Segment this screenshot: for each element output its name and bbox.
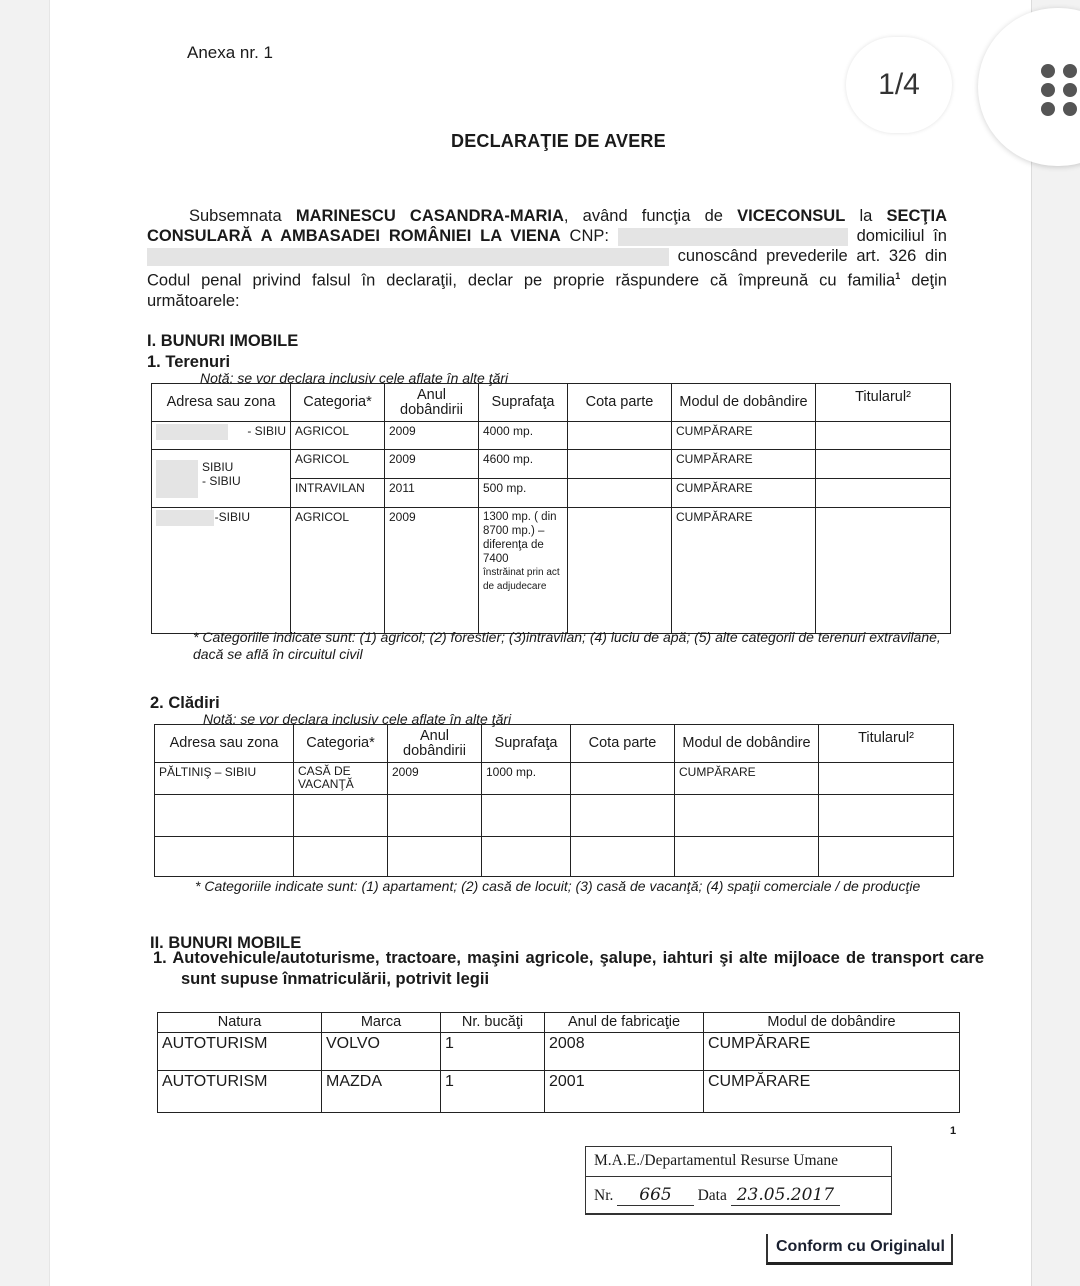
cell-adresa <box>155 837 294 877</box>
redacted-cnp <box>618 228 848 246</box>
table-row <box>158 1071 960 1113</box>
vehicles-heading: 1. Autovehicule/autoturisme, tractoare, maşini agricole, şalupe, iahturi şi alte mijloace de transport care sunt supuse înmatriculării, potrivit legii <box>153 949 984 988</box>
col-titular: Titularul² <box>816 384 951 422</box>
cell-anul: 2009 <box>385 450 479 479</box>
table-row <box>155 837 954 877</box>
cell-marca: MAZDA <box>322 1071 441 1113</box>
stamp-nr-value: 665 <box>617 1185 693 1206</box>
table-row <box>155 763 954 795</box>
table-row <box>152 450 951 479</box>
stamp-date-label: Data <box>697 1187 727 1204</box>
registration-stamp <box>585 1146 892 1215</box>
col-titular: Titularul² <box>819 725 954 763</box>
terenuri-heading: 1. Terenuri <box>147 353 231 371</box>
cell-categoria: CASĂ DE VACANŢĂ <box>294 763 388 795</box>
cell-modul: CUMPĂRARE <box>704 1033 960 1071</box>
redacted <box>156 460 198 498</box>
cell-titular <box>816 450 951 479</box>
col-anul: Anul de fabricaţie <box>545 1013 704 1033</box>
cell-anul: 2009 <box>388 763 482 795</box>
page-indicator <box>846 37 952 133</box>
cell-modul <box>675 837 819 877</box>
table-row <box>152 508 951 634</box>
stamp-nr-label: Nr. <box>594 1187 614 1204</box>
cell-suprafata: 500 mp. <box>479 479 568 508</box>
cell-suprafata: 4600 mp. <box>479 450 568 479</box>
cell-cota <box>568 422 672 450</box>
table-header-row <box>152 384 951 422</box>
cell-suprafata <box>479 508 568 634</box>
intro-text: Subsemnata <box>189 207 296 225</box>
intro-paragraph <box>147 206 947 311</box>
cell-cota <box>568 450 672 479</box>
grid-dots-icon <box>1041 64 1077 116</box>
table-row <box>155 795 954 837</box>
intro-text: deţin următoarele: <box>147 271 947 310</box>
cell-cota <box>571 763 675 795</box>
col-categoria: Categoria* <box>294 725 388 763</box>
cell-suprafata <box>482 837 571 877</box>
col-natura: Natura <box>158 1013 322 1033</box>
cell-anul: 2011 <box>385 479 479 508</box>
col-nr: Nr. bucăţi <box>441 1013 545 1033</box>
redacted <box>156 424 228 440</box>
table-row <box>158 1033 960 1071</box>
cell-suprafata: 4000 mp. <box>479 422 568 450</box>
terenuri-table <box>151 383 951 634</box>
table-row <box>152 422 951 450</box>
adresa-text: - SIBIU <box>247 424 286 438</box>
cell-categoria <box>294 795 388 837</box>
col-adresa: Adresa sau zona <box>152 384 291 422</box>
cell-categoria <box>294 837 388 877</box>
cell-categoria: AGRICOL <box>291 422 385 450</box>
cell-titular <box>816 479 951 508</box>
cell-marca: VOLVO <box>322 1033 441 1071</box>
redacted-address-cont <box>259 248 669 266</box>
intro-text: la <box>845 207 887 225</box>
cell-modul: CUMPĂRARE <box>672 508 816 634</box>
cell-modul: CUMPĂRARE <box>672 479 816 508</box>
cell-suprafata <box>482 795 571 837</box>
institution: SECŢIA CONSULARĂ A AMBASADEI ROMÂNIEI LA VIENA <box>147 207 947 245</box>
terenuri-note: Notă: se vor declara inclusiv cele aflate în alte ţări <box>200 370 509 386</box>
cell-anul <box>388 837 482 877</box>
cell-nr: 1 <box>441 1033 545 1071</box>
suprafata-text: 1300 mp. ( din 8700 mp.) – diferenţa de 7400 <box>483 511 557 565</box>
cell-anul: 2009 <box>385 508 479 634</box>
cell-cota <box>568 479 672 508</box>
cell-cota <box>571 795 675 837</box>
cell-modul: CUMPĂRARE <box>704 1071 960 1113</box>
col-cota: Cota parte <box>568 384 672 422</box>
cell-adresa: PĂLTINIŞ – SIBIU <box>155 763 294 795</box>
cladiri-table <box>154 724 954 877</box>
cell-natura: AUTOTURISM <box>158 1071 322 1113</box>
suprafata-note: înstrăinat prin act de adjudecare <box>483 567 560 592</box>
cladiri-heading: 2. Clădiri <box>150 694 220 712</box>
cell-anul: 2009 <box>385 422 479 450</box>
cell-categoria: INTRAVILAN <box>291 479 385 508</box>
cladiri-note: Notă: se vor declara inclusiv cele aflate în alte ţări <box>203 711 512 727</box>
col-anul: Anul dobândirii <box>388 725 482 763</box>
cell-nr: 1 <box>441 1071 545 1113</box>
cell-titular <box>816 422 951 450</box>
col-cota: Cota parte <box>571 725 675 763</box>
col-modul: Modul de dobândire <box>704 1013 960 1033</box>
vehicles-table <box>157 1012 960 1113</box>
intro-text: , având funcţia de <box>563 207 738 225</box>
cell-titular <box>819 763 954 795</box>
stamp-registration <box>586 1177 891 1213</box>
cell-adresa <box>152 450 291 508</box>
col-anul: Anul dobândirii <box>385 384 479 422</box>
cell-adresa <box>152 422 291 450</box>
redacted-address <box>147 248 259 266</box>
cell-modul <box>675 795 819 837</box>
cell-suprafata: 1000 mp. <box>482 763 571 795</box>
cell-categoria: AGRICOL <box>291 450 385 479</box>
stamp-date-value: 23.05.2017 <box>731 1185 840 1206</box>
col-modul: Modul de dobândire <box>672 384 816 422</box>
table-header-row <box>158 1013 960 1033</box>
terenuri-footnote: * Categoriile indicate sunt: (1) agricol; (2) forestier; (3)intravilan; (4) luciu de apă; (5) alte categorii de terenuri extravilane, dacă se află în circuitul civil <box>193 629 941 662</box>
annex-label: Anexa nr. 1 <box>187 43 274 62</box>
cell-cota <box>571 837 675 877</box>
cell-anul: 2001 <box>545 1071 704 1113</box>
col-marca: Marca <box>322 1013 441 1033</box>
section-mobile-heading: II. BUNURI MOBILE <box>150 934 302 952</box>
col-categoria: Categoria* <box>291 384 385 422</box>
conform-stamp: Conform cu Originalul <box>766 1234 953 1265</box>
adresa-text: -SIBIU <box>214 510 250 524</box>
cell-anul: 2008 <box>545 1033 704 1071</box>
adresa-text: SIBIU <box>202 459 234 474</box>
cladiri-footnote: * Categoriile indicate sunt: (1) apartament; (2) casă de locuit; (3) casă de vacanţă; (4) spaţii comerciale / de producţie <box>195 878 921 894</box>
table-header-row <box>155 725 954 763</box>
function: VICECONSUL <box>737 207 846 225</box>
cell-modul: CUMPĂRARE <box>672 422 816 450</box>
cell-anul <box>388 795 482 837</box>
footnote-ref: 1 <box>895 271 901 281</box>
cell-titular <box>816 508 951 634</box>
adresa-text: - SIBIU <box>202 473 241 488</box>
cell-modul: CUMPĂRARE <box>672 450 816 479</box>
redacted <box>156 510 214 526</box>
document-title: DECLARAŢIE DE AVERE <box>451 131 666 151</box>
cell-titular <box>819 837 954 877</box>
cell-categoria: AGRICOL <box>291 508 385 634</box>
col-modul: Modul de dobândire <box>675 725 819 763</box>
col-suprafata: Suprafaţa <box>482 725 571 763</box>
cell-natura: AUTOTURISM <box>158 1033 322 1071</box>
cell-adresa <box>152 508 291 634</box>
cell-titular <box>819 795 954 837</box>
intro-text: cunoscând prevederile art. 326 din Codul penal privind falsul în declaraţii, declar pe proprie răspundere că împreună cu familia <box>147 247 947 290</box>
col-suprafata: Suprafaţa <box>479 384 568 422</box>
declarant-name: MARINESCU CASANDRA-MARIA <box>295 207 564 225</box>
cell-adresa <box>155 795 294 837</box>
col-adresa: Adresa sau zona <box>155 725 294 763</box>
page-number: 1 <box>950 1125 957 1137</box>
stamp-department: M.A.E./Departamentul Resurse Umane <box>586 1147 891 1177</box>
intro-text: domiciliul în <box>847 227 947 245</box>
page-indicator-text: 1/4 <box>878 68 920 101</box>
intro-text: CNP: <box>560 227 618 245</box>
cell-modul: CUMPĂRARE <box>675 763 819 795</box>
cell-cota <box>568 508 672 634</box>
section-imobile-heading: I. BUNURI IMOBILE <box>147 332 299 350</box>
